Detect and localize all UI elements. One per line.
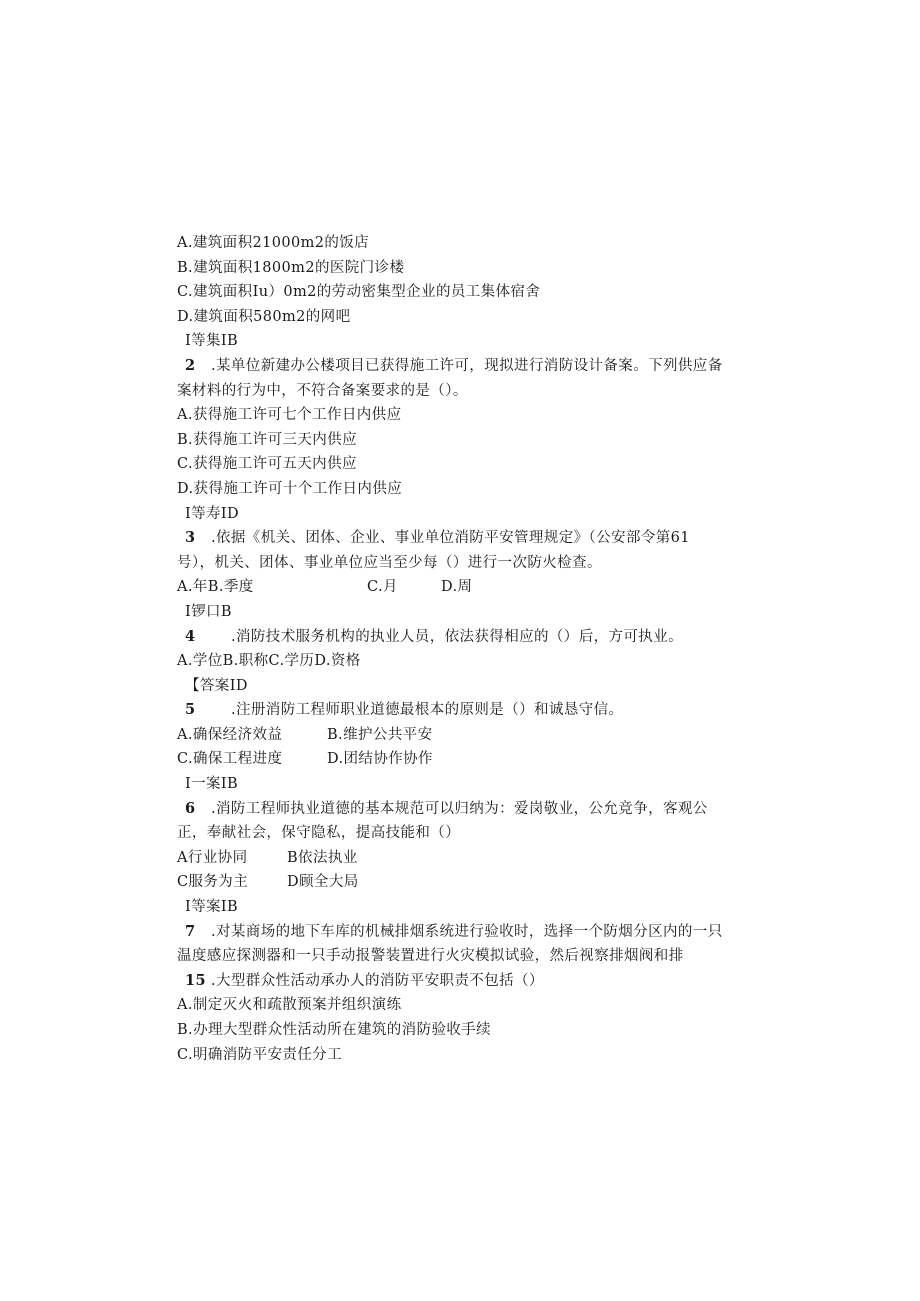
option-row: [177, 846, 747, 871]
option-row: [177, 575, 747, 600]
question-number: 4: [185, 627, 196, 645]
question-number: 5: [185, 701, 196, 719]
option-line: A.制定灭火和疏散预案并组织演练: [177, 997, 402, 1014]
question-text: .注册消防工程师职业道德最根本的原则是（）和诚恳守信。: [231, 702, 624, 719]
option-line: D.获得施工许可十个工作日内供应: [177, 480, 403, 497]
question-number: 15: [185, 971, 206, 989]
option-b: B依法执业: [287, 849, 358, 866]
option-line: B.办理大型群众性活动所在建筑的消防验收手续: [177, 1022, 492, 1038]
question-number: 3: [185, 529, 196, 547]
question-text: .大型群众性活动承办人的消防平安职责不包括（）: [211, 972, 544, 989]
document-body: [177, 231, 747, 1067]
option-line: D.建筑面积580m2的网吧: [177, 308, 351, 325]
question-text-continued: 案材料的行为中，不符合备案要求的是（）。: [177, 382, 468, 399]
option-line: A.建筑面积21000m2的饭店: [177, 235, 370, 251]
option-row: [177, 870, 747, 895]
question-text: .对某商场的地下车库的机械排烟系统进行验收时，选择一个防烟分区内的一只: [211, 923, 723, 940]
question-text: .依据《机关、团体、企业、事业单位消防平安管理规定》（公安部令第61: [211, 530, 690, 547]
question-text: .某单位新建办公楼项目已获得施工许可，现拟进行消防设计备案。下列供应备: [211, 357, 723, 374]
option-line: C.明确消防平安责任分工: [177, 1046, 342, 1063]
option-row: [177, 747, 747, 772]
answer-line: I等寿ID: [185, 505, 240, 522]
option-row: [177, 723, 747, 748]
question-3: [177, 526, 747, 551]
question-text-continued: 温度感应探测器和一只手动报警装置进行火灾模拟试验，然后视察排烟阀和排: [177, 948, 684, 965]
question-4: [177, 625, 747, 650]
question-7: [177, 920, 747, 945]
option-ab: A.年B.季度: [177, 579, 254, 596]
answer-line: I锣口B: [185, 603, 232, 620]
question-15: [177, 969, 747, 994]
question-text-continued: 号），机关、团体、事业单位应当至少每（）进行一次防火检查。: [177, 554, 602, 571]
question-number: 6: [185, 799, 196, 817]
answer-line: 【答案ID: [185, 677, 248, 694]
option-c: C服务为主: [177, 874, 249, 891]
question-6: [177, 797, 747, 822]
option-line: C.建筑面积Iu）0m2的劳动密集型企业的员工集体宿舍: [177, 284, 541, 301]
option-line: C.获得施工许可五天内供应: [177, 456, 357, 473]
option-c: C.确保工程进度: [177, 751, 283, 768]
question-number: 7: [185, 922, 196, 940]
answer-line: I等集IB: [185, 333, 239, 350]
question-text-continued: 正，奉献社会，保守隐私，提高技能和（）: [177, 825, 461, 842]
question-number: 2: [185, 356, 196, 374]
option-line: A.学位B.职称C.学历D.资格: [177, 653, 361, 670]
option-line: A.获得施工许可七个工作日内供应: [177, 407, 402, 424]
question-text: .消防工程师执业道德的基本规范可以归纳为：爱岗敬业，公允竞争，客观公: [211, 800, 708, 817]
option-d: D.团结协作协作: [327, 751, 433, 768]
option-line: B.获得施工许可三天内供应: [177, 431, 357, 448]
option-d: D顾全大局: [287, 874, 359, 891]
answer-line: I一案IB: [185, 776, 239, 793]
option-c: C.月: [367, 579, 398, 596]
option-a: A行业协同: [177, 849, 248, 866]
question-text: .消防技术服务机构的执业人员，依法获得相应的（）后，方可执业。: [231, 628, 684, 645]
option-b: B.维护公共平安: [327, 726, 433, 743]
option-a: A.确保经济效益: [177, 726, 283, 743]
question-2: [177, 354, 747, 379]
answer-line: I等案IB: [185, 899, 239, 916]
question-5: [177, 698, 747, 723]
option-line: B.建筑面积1800m2的医院门诊楼: [177, 259, 405, 276]
option-d: D.周: [441, 579, 473, 596]
